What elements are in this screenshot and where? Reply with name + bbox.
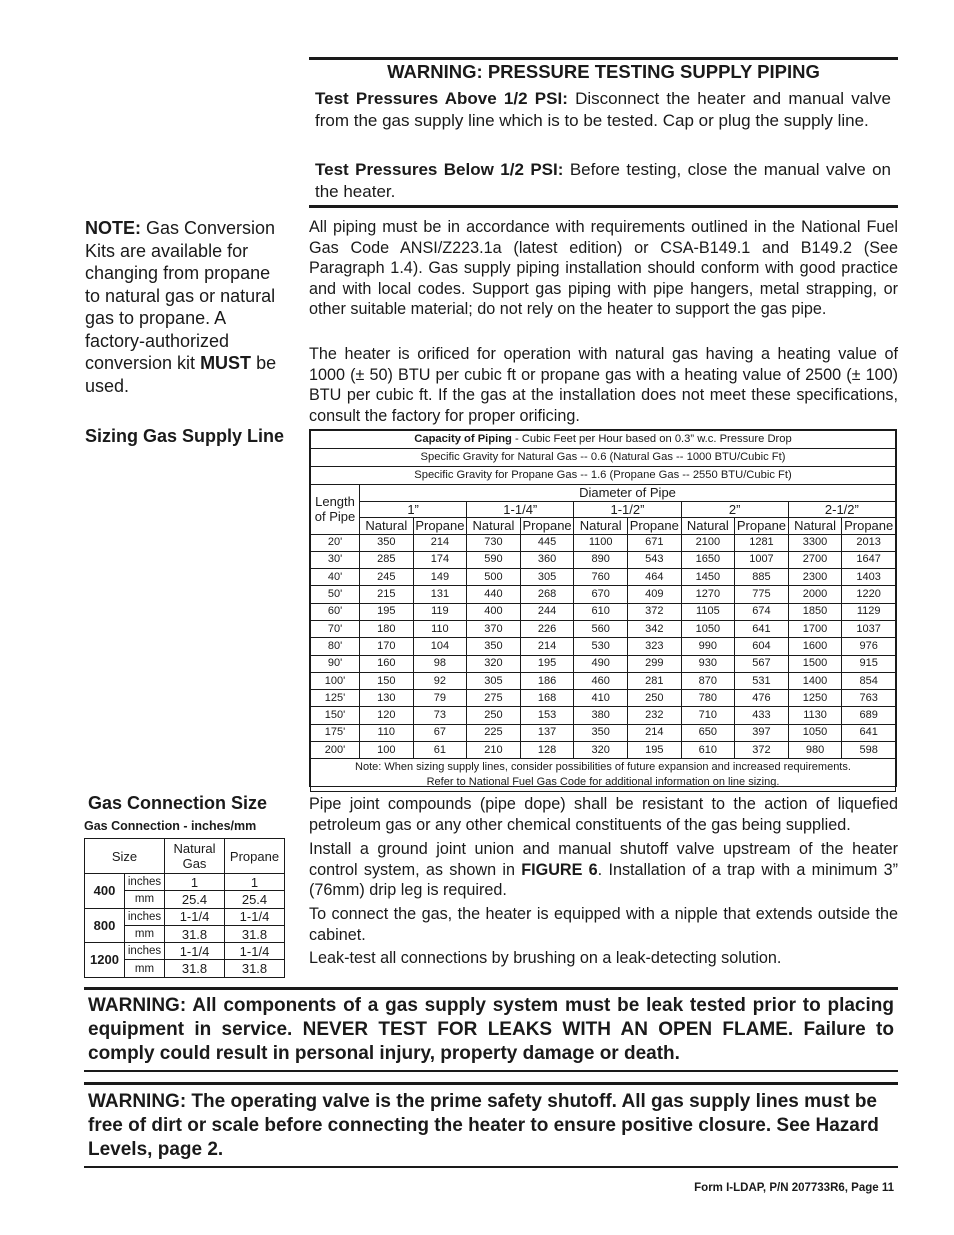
pipe-length-cell: 100' xyxy=(311,672,360,689)
propane-subheader: Propane xyxy=(842,518,896,535)
propane-subheader: Propane xyxy=(735,518,789,535)
capacity-cell: 275 xyxy=(467,690,521,707)
note-text-2: be used. xyxy=(85,353,277,396)
capacity-cell: 372 xyxy=(735,742,789,759)
capacity-cell: 232 xyxy=(627,707,681,724)
gas-connection-heading: Gas Connection Size xyxy=(88,793,268,813)
capacity-cell: 1450 xyxy=(681,569,735,586)
capacity-cell: 67 xyxy=(413,724,467,741)
length-header: Length of Pipe xyxy=(311,485,360,535)
gc-unit-cell: inches xyxy=(125,874,165,891)
capacity-cell: 268 xyxy=(520,586,574,603)
propane-subheader: Propane xyxy=(413,518,467,535)
test-above-paragraph xyxy=(315,88,891,132)
table-row xyxy=(311,534,896,551)
gc-natural-cell: 31.8 xyxy=(165,925,225,942)
pipe-length-cell: 20' xyxy=(311,534,360,551)
capacity-cell: 980 xyxy=(788,742,842,759)
capacity-cell: 3300 xyxy=(788,534,842,551)
capacity-cell: 195 xyxy=(627,742,681,759)
size-header: 1-1/4” xyxy=(467,501,574,518)
warning-2-bottom-rule xyxy=(84,1166,898,1168)
table-row xyxy=(311,724,896,741)
table-row xyxy=(311,638,896,655)
pipe-length-cell: 175' xyxy=(311,724,360,741)
capacity-cell: 400 xyxy=(467,603,521,620)
capacity-cell: 2013 xyxy=(842,534,896,551)
note-must: MUST xyxy=(200,353,252,373)
capacity-cell: 130 xyxy=(360,690,414,707)
capacity-cell: 225 xyxy=(467,724,521,741)
capacity-cell: 110 xyxy=(360,724,414,741)
test-below-paragraph xyxy=(315,159,891,203)
capacity-cell: 500 xyxy=(467,569,521,586)
capacity-cell: 433 xyxy=(735,707,789,724)
capacity-cell: 1647 xyxy=(842,551,896,568)
gc-propane-header: Propane xyxy=(225,839,285,874)
table-row xyxy=(311,742,896,759)
gc-unit-cell: mm xyxy=(125,891,165,908)
capacity-cell: 445 xyxy=(520,534,574,551)
capacity-cell: 440 xyxy=(467,586,521,603)
capacity-cell: 1130 xyxy=(788,707,842,724)
gc-unit-cell: mm xyxy=(125,960,165,977)
note-label: NOTE: xyxy=(85,218,141,238)
capacity-cell: 370 xyxy=(467,620,521,637)
test-below-label: Test Pressures Below 1/2 PSI: xyxy=(315,160,564,179)
capacity-cell: 490 xyxy=(574,655,628,672)
gc-natural-cell: 1-1/4 xyxy=(165,943,225,960)
size-header: 1” xyxy=(360,501,467,518)
body-paragraph-2: The heater is orificed for operation with natural gas having a heating value of 1000 (± 50) BTU per cubic ft or propane gas with a heating value of 2500 (± 100) BTU per cubic ft. If the gas at the installation does not meet these specifications, consult the factory for proper orificing. xyxy=(309,345,898,425)
capacity-cell: 170 xyxy=(360,638,414,655)
capacity-cell: 674 xyxy=(735,603,789,620)
capacity-cell: 350 xyxy=(574,724,628,741)
capacity-cell: 610 xyxy=(574,603,628,620)
size-header: 2-1/2” xyxy=(788,501,895,518)
capacity-cell: 641 xyxy=(842,724,896,741)
warning-2-top-rule xyxy=(84,1082,898,1085)
gc-size-cell: 1200 xyxy=(85,943,125,978)
pipe-length-cell: 50' xyxy=(311,586,360,603)
table-row xyxy=(311,707,896,724)
body-paragraph-4 xyxy=(309,839,898,901)
capacity-cell: 98 xyxy=(413,655,467,672)
capacity-cell: 195 xyxy=(520,655,574,672)
conversion-kit-note xyxy=(85,217,290,397)
gc-size-cell: 400 xyxy=(85,874,125,909)
table-row xyxy=(311,569,896,586)
gc-natural-cell: 1 xyxy=(165,874,225,891)
capacity-cell: 610 xyxy=(681,742,735,759)
capacity-cell: 131 xyxy=(413,586,467,603)
capacity-cell: 543 xyxy=(627,551,681,568)
top-warning-top-rule xyxy=(309,57,898,60)
capacity-cell: 854 xyxy=(842,672,896,689)
capacity-cell: 604 xyxy=(735,638,789,655)
natural-subheader: Natural xyxy=(681,518,735,535)
natural-subheader: Natural xyxy=(574,518,628,535)
capacity-cell: 250 xyxy=(627,690,681,707)
capacity-cell: 104 xyxy=(413,638,467,655)
pipe-length-cell: 70' xyxy=(311,620,360,637)
diameter-header: Diameter of Pipe xyxy=(360,485,896,502)
top-warning-bottom-rule xyxy=(309,205,898,208)
capacity-cell: 464 xyxy=(627,569,681,586)
capacity-cell: 560 xyxy=(574,620,628,637)
capacity-cell: 215 xyxy=(360,586,414,603)
pipe-length-cell: 150' xyxy=(311,707,360,724)
capacity-table-frame xyxy=(309,429,897,787)
capacity-cell: 2700 xyxy=(788,551,842,568)
capacity-cell: 670 xyxy=(574,586,628,603)
capacity-cell: 174 xyxy=(413,551,467,568)
capacity-cell: 79 xyxy=(413,690,467,707)
capacity-cell: 598 xyxy=(842,742,896,759)
capacity-cell: 210 xyxy=(467,742,521,759)
pipe-length-cell: 200' xyxy=(311,742,360,759)
gc-natural-header: Natural Gas xyxy=(165,839,225,874)
table-row xyxy=(85,874,285,891)
capacity-cell: 641 xyxy=(735,620,789,637)
gc-propane-cell: 25.4 xyxy=(225,891,285,908)
capacity-cell: 1600 xyxy=(788,638,842,655)
test-above-label: Test Pressures Above 1/2 PSI: xyxy=(315,89,568,108)
capacity-cell: 380 xyxy=(574,707,628,724)
capacity-cell: 119 xyxy=(413,603,467,620)
capacity-cell: 410 xyxy=(574,690,628,707)
gc-size-header: Size xyxy=(85,839,165,874)
gc-unit-cell: inches xyxy=(125,943,165,960)
pipe-length-cell: 80' xyxy=(311,638,360,655)
natural-subheader: Natural xyxy=(360,518,414,535)
size-header: 2” xyxy=(681,501,788,518)
capacity-cell: 1050 xyxy=(788,724,842,741)
capacity-cell: 590 xyxy=(467,551,521,568)
capacity-cell: 1700 xyxy=(788,620,842,637)
capacity-cell: 650 xyxy=(681,724,735,741)
capacity-cell: 397 xyxy=(735,724,789,741)
table-row xyxy=(85,908,285,925)
capacity-cell: 476 xyxy=(735,690,789,707)
table-row xyxy=(311,655,896,672)
top-warning-title: WARNING: PRESSURE TESTING SUPPLY PIPING xyxy=(387,61,820,82)
capacity-cell: 160 xyxy=(360,655,414,672)
test-below-text: Before testing, close the manual valve on the heater. xyxy=(315,160,891,201)
capacity-cell: 250 xyxy=(467,707,521,724)
natural-subheader: Natural xyxy=(788,518,842,535)
gc-natural-cell: 31.8 xyxy=(165,960,225,977)
capacity-cell: 531 xyxy=(735,672,789,689)
gc-unit-cell: mm xyxy=(125,925,165,942)
gas-connection-table xyxy=(84,838,285,978)
capacity-cell: 360 xyxy=(520,551,574,568)
pipe-length-cell: 60' xyxy=(311,603,360,620)
gc-unit-cell: inches xyxy=(125,908,165,925)
capacity-cell: 168 xyxy=(520,690,574,707)
capacity-cell: 1050 xyxy=(681,620,735,637)
capacity-cell: 92 xyxy=(413,672,467,689)
capacity-cell: 73 xyxy=(413,707,467,724)
capacity-title: Capacity of Piping - Cubic Feet per Hour based on 0.3” w.c. Pressure Drop xyxy=(311,431,896,449)
capacity-cell: 890 xyxy=(574,551,628,568)
capacity-cell: 1403 xyxy=(842,569,896,586)
capacity-cell: 305 xyxy=(520,569,574,586)
capacity-cell: 1500 xyxy=(788,655,842,672)
capacity-cell: 671 xyxy=(627,534,681,551)
capacity-cell: 990 xyxy=(681,638,735,655)
capacity-cell: 976 xyxy=(842,638,896,655)
gas-connection-caption: Gas Connection - inches/mm xyxy=(84,819,257,833)
table-row xyxy=(311,586,896,603)
sg-natural: Specific Gravity for Natural Gas -- 0.6 (Natural Gas -- 1000 BTU/Cubic Ft) xyxy=(311,449,896,467)
capacity-cell: 372 xyxy=(627,603,681,620)
capacity-cell: 299 xyxy=(627,655,681,672)
capacity-cell: 1281 xyxy=(735,534,789,551)
propane-subheader: Propane xyxy=(627,518,681,535)
warning-1-bottom-rule xyxy=(84,1070,898,1072)
capacity-cell: 567 xyxy=(735,655,789,672)
capacity-cell: 320 xyxy=(467,655,521,672)
capacity-cell: 1105 xyxy=(681,603,735,620)
pipe-length-cell: 30' xyxy=(311,551,360,568)
capacity-cell: 775 xyxy=(735,586,789,603)
capacity-table xyxy=(310,430,896,792)
capacity-cell: 150 xyxy=(360,672,414,689)
capacity-cell: 530 xyxy=(574,638,628,655)
pipe-length-cell: 40' xyxy=(311,569,360,586)
table-row xyxy=(311,551,896,568)
page-footer: Form I-LDAP, P/N 207733R6, Page 11 xyxy=(694,1182,894,1194)
table-row xyxy=(311,603,896,620)
capacity-cell: 214 xyxy=(413,534,467,551)
table-row xyxy=(85,943,285,960)
capacity-cell: 870 xyxy=(681,672,735,689)
gc-propane-cell: 31.8 xyxy=(225,960,285,977)
note-text-1: Gas Conversion Kits are available for changing from propane to natural gas or natural gas to propane. A factory-authorized conversion kit xyxy=(85,218,276,373)
p4-text-a: Install a ground joint union and manual shutoff valve upstream of the heater control system, as shown in xyxy=(309,840,898,879)
table-row xyxy=(311,672,896,689)
capacity-cell: 2100 xyxy=(681,534,735,551)
capacity-cell: 780 xyxy=(681,690,735,707)
capacity-cell: 350 xyxy=(360,534,414,551)
test-above-text: Disconnect the heater and manual valve from the gas supply line which is to be tested. Cap or plug the supply line. xyxy=(315,89,891,130)
capacity-cell: 245 xyxy=(360,569,414,586)
capacity-cell: 2000 xyxy=(788,586,842,603)
capacity-cell: 1220 xyxy=(842,586,896,603)
capacity-cell: 350 xyxy=(467,638,521,655)
capacity-cell: 285 xyxy=(360,551,414,568)
capacity-cell: 195 xyxy=(360,603,414,620)
capacity-cell: 915 xyxy=(842,655,896,672)
capacity-cell: 1650 xyxy=(681,551,735,568)
capacity-cell: 730 xyxy=(467,534,521,551)
capacity-cell: 186 xyxy=(520,672,574,689)
capacity-cell: 120 xyxy=(360,707,414,724)
gc-size-cell: 800 xyxy=(85,908,125,943)
capacity-cell: 61 xyxy=(413,742,467,759)
capacity-cell: 689 xyxy=(842,707,896,724)
capacity-cell: 323 xyxy=(627,638,681,655)
capacity-cell: 409 xyxy=(627,586,681,603)
capacity-cell: 1270 xyxy=(681,586,735,603)
capacity-cell: 214 xyxy=(627,724,681,741)
capacity-cell: 137 xyxy=(520,724,574,741)
capacity-cell: 1129 xyxy=(842,603,896,620)
capacity-cell: 1037 xyxy=(842,620,896,637)
capacity-cell: 281 xyxy=(627,672,681,689)
capacity-cell: 763 xyxy=(842,690,896,707)
capacity-cell: 710 xyxy=(681,707,735,724)
capacity-cell: 930 xyxy=(681,655,735,672)
body-paragraph-1: All piping must be in accordance with requirements outlined in the National Fuel Gas Code ANSI/Z223.1a (latest edition) or CSA-B149.1 and B149.2 (See Paragraph 1.4). Gas supply piping installation should conform with good practice and with local codes. Support gas piping with pipe hangers, metal strapping, or other suitable material; do not rely on the heater to support the gas pipe. xyxy=(309,218,898,319)
warning-1-top-rule xyxy=(84,987,898,990)
figure-6-ref: FIGURE 6 xyxy=(521,860,598,879)
capacity-cell: 226 xyxy=(520,620,574,637)
capacity-cell: 149 xyxy=(413,569,467,586)
leak-test-warning: WARNING: All components of a gas supply system must be leak tested prior to placing equipment in service. NEVER TEST FOR LEAKS WITH AN OPEN FLAME. Failure to comply could result in personal injury, property damage or death. xyxy=(88,995,894,1064)
capacity-cell: 110 xyxy=(413,620,467,637)
capacity-cell: 100 xyxy=(360,742,414,759)
capacity-cell: 885 xyxy=(735,569,789,586)
gc-natural-cell: 1-1/4 xyxy=(165,908,225,925)
capacity-cell: 342 xyxy=(627,620,681,637)
capacity-cell: 305 xyxy=(467,672,521,689)
gc-natural-cell: 25.4 xyxy=(165,891,225,908)
table-row xyxy=(311,620,896,637)
table-row xyxy=(311,690,896,707)
body-paragraph-5: To connect the gas, the heater is equipped with a nipple that extends outside the cabinet. xyxy=(309,905,898,944)
capacity-cell: 320 xyxy=(574,742,628,759)
capacity-cell: 214 xyxy=(520,638,574,655)
capacity-cell: 128 xyxy=(520,742,574,759)
gc-propane-cell: 1 xyxy=(225,874,285,891)
capacity-cell: 460 xyxy=(574,672,628,689)
body-paragraph-3: Pipe joint compounds (pipe dope) shall be resistant to the action of liquefied petroleum gas or any other chemical constituents of the gas being supplied. xyxy=(309,795,898,834)
operating-valve-warning: WARNING: The operating valve is the prime safety shutoff. All gas supply lines must be free of dirt or scale before connecting the heater to ensure positive closure. See Hazard Levels, page 2. xyxy=(88,1091,879,1160)
sizing-heading: Sizing Gas Supply Line xyxy=(85,426,285,446)
gc-propane-cell: 1-1/4 xyxy=(225,943,285,960)
capacity-cell: 2300 xyxy=(788,569,842,586)
sg-propane: Specific Gravity for Propane Gas -- 1.6 (Propane Gas -- 2550 BTU/Cubic Ft) xyxy=(311,467,896,485)
natural-subheader: Natural xyxy=(467,518,521,535)
propane-subheader: Propane xyxy=(520,518,574,535)
size-header: 1-1/2” xyxy=(574,501,681,518)
gc-propane-cell: 31.8 xyxy=(225,925,285,942)
capacity-cell: 1007 xyxy=(735,551,789,568)
body-paragraph-6: Leak-test all connections by brushing on a leak-detecting solution. xyxy=(309,949,782,967)
capacity-cell: 180 xyxy=(360,620,414,637)
capacity-cell: 153 xyxy=(520,707,574,724)
capacity-cell: 1250 xyxy=(788,690,842,707)
gc-propane-cell: 1-1/4 xyxy=(225,908,285,925)
capacity-note: Note: When sizing supply lines, consider possibilities of future expansion and increased requirements. Refer to National Fuel Gas Code for additional information on line sizing. xyxy=(311,759,896,792)
capacity-cell: 244 xyxy=(520,603,574,620)
capacity-cell: 1400 xyxy=(788,672,842,689)
p4-text-b: . Installation of a trap with a minimum 3” (76mm) drip leg is required. xyxy=(309,860,898,900)
capacity-cell: 760 xyxy=(574,569,628,586)
pipe-length-cell: 125' xyxy=(311,690,360,707)
pipe-length-cell: 90' xyxy=(311,655,360,672)
capacity-cell: 1100 xyxy=(574,534,628,551)
capacity-cell: 1850 xyxy=(788,603,842,620)
